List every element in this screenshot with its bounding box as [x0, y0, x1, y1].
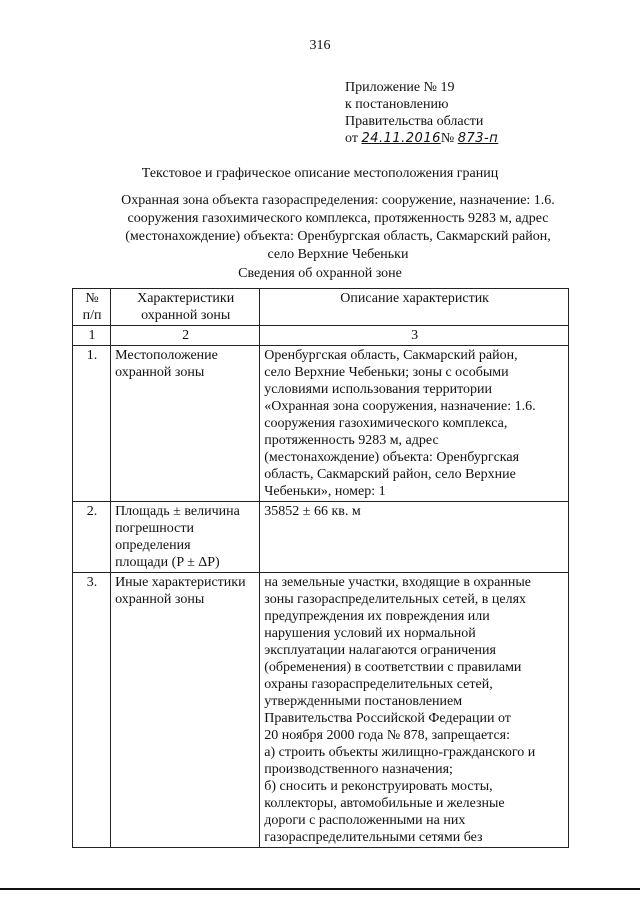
- header-text: Описание характеристик: [340, 291, 489, 306]
- page-number: 316: [309, 38, 331, 53]
- cell-line: Иные характеристики: [115, 575, 246, 590]
- cell-line: газораспределительными сетями без: [264, 830, 483, 845]
- cell-line: площади (P ± ΔP): [115, 555, 220, 570]
- object-description-line: (местонахождение) объекта: Оренбургская область, Сакмарский район,: [125, 229, 551, 244]
- header-num: [73, 289, 111, 326]
- row-characteristic: [111, 502, 260, 573]
- cell-line: сооружения газохимического комплекса,: [264, 416, 508, 431]
- row-number: 3.: [73, 573, 111, 848]
- header-text: №: [85, 291, 99, 306]
- column-number: 3: [260, 326, 569, 346]
- table-row: [73, 346, 569, 502]
- row-characteristic: [111, 573, 260, 848]
- appendix-block: [345, 79, 498, 147]
- cell-line: утвержденными постановлением: [264, 694, 463, 709]
- table-row: [73, 502, 569, 573]
- row-description: [260, 502, 569, 573]
- cell-line: Оренбургская область, Сакмарский район,: [264, 348, 518, 363]
- header-text: охранной зоны: [141, 308, 231, 323]
- object-description-line: сооружения газохимического комплекса, протяженность 9283 м, адрес: [127, 211, 549, 226]
- cell-line: зоны газораспределительных сетей, в целях: [264, 592, 527, 607]
- cell-line: Площадь ± величина: [115, 504, 240, 519]
- protection-zone-table: [72, 288, 569, 848]
- header-description: [260, 289, 569, 326]
- table-caption: Сведения об охранной зоне: [238, 266, 402, 281]
- cell-line: нарушения условий их нормальной: [264, 626, 476, 641]
- cell-line: охранной зоны: [115, 365, 205, 380]
- object-description-line: Охранная зона объекта газораспределения: сооружение, назначение: 1.6.: [121, 193, 555, 208]
- cell-line: коллекторы, автомобильные и железные: [264, 796, 505, 811]
- appendix-date-line: [345, 130, 498, 147]
- handwritten-number: 873-п: [457, 131, 499, 146]
- cell-line: определения: [115, 538, 191, 553]
- appendix-line-2: к постановлению: [345, 97, 449, 112]
- table-header-row: [73, 289, 569, 326]
- cell-line: (местонахождение) объекта: Оренбургская: [264, 450, 520, 465]
- number-prefix: №: [440, 131, 455, 146]
- cell-line: село Верхние Чебеньки; зоны с особыми: [264, 365, 509, 380]
- row-description: [260, 573, 569, 848]
- page-bottom-rule: [0, 888, 640, 890]
- header-text: Характеристики: [137, 291, 235, 306]
- cell-line: дороги с расположенными на них: [264, 813, 466, 828]
- cell-line: эксплуатации налагаются ограничения: [264, 643, 496, 658]
- header-characteristic: [111, 289, 260, 326]
- cell-line: 35852 ± 66 кв. м: [264, 504, 361, 519]
- appendix-line-3: Правительства области: [345, 114, 484, 129]
- cell-line: условиями использования территории: [264, 382, 492, 397]
- cell-line: 20 ноября 2000 года № 878, запрещается:: [264, 728, 510, 743]
- cell-line: протяженность 9283 м, адрес: [264, 433, 439, 448]
- cell-line: предупреждения их повреждения или: [264, 609, 490, 624]
- appendix-line-1: Приложение № 19: [345, 80, 455, 95]
- cell-line: погрешности: [115, 521, 194, 536]
- cell-line: (обременения) в соответствии с правилами: [264, 660, 522, 675]
- document-title: Текстовое и графическое описание местоположения границ: [141, 166, 499, 181]
- column-number-row: [73, 326, 569, 346]
- table-row: [73, 573, 569, 848]
- cell-line: а) строить объекты жилищно-гражданского и: [264, 745, 536, 760]
- row-number: 1.: [73, 346, 111, 502]
- cell-line: Местоположение: [115, 348, 218, 363]
- cell-line: область, Сакмарский район, село Верхние: [264, 467, 516, 482]
- object-description: [100, 192, 576, 264]
- cell-line: охраны газораспределительных сетей,: [264, 677, 493, 692]
- cell-line: на земельные участки, входящие в охранные: [264, 575, 531, 590]
- date-prefix: от: [345, 131, 358, 146]
- handwritten-date: 24.11.2016: [361, 131, 441, 146]
- column-number: 2: [111, 326, 260, 346]
- header-text: п/п: [82, 308, 102, 323]
- cell-line: Чебеньки», номер: 1: [264, 484, 386, 499]
- cell-line: «Охранная зона сооружения, назначение: 1.6.: [264, 399, 536, 414]
- row-description: [260, 346, 569, 502]
- row-characteristic: [111, 346, 260, 502]
- cell-line: Правительства Российской Федерации от: [264, 711, 511, 726]
- cell-line: производственного назначения;: [264, 762, 453, 777]
- column-number: 1: [73, 326, 111, 346]
- row-number: 2.: [73, 502, 111, 573]
- object-description-line: село Верхние Чебеньки: [267, 247, 409, 262]
- cell-line: охранной зоны: [115, 592, 205, 607]
- cell-line: б) сносить и реконструировать мосты,: [264, 779, 493, 794]
